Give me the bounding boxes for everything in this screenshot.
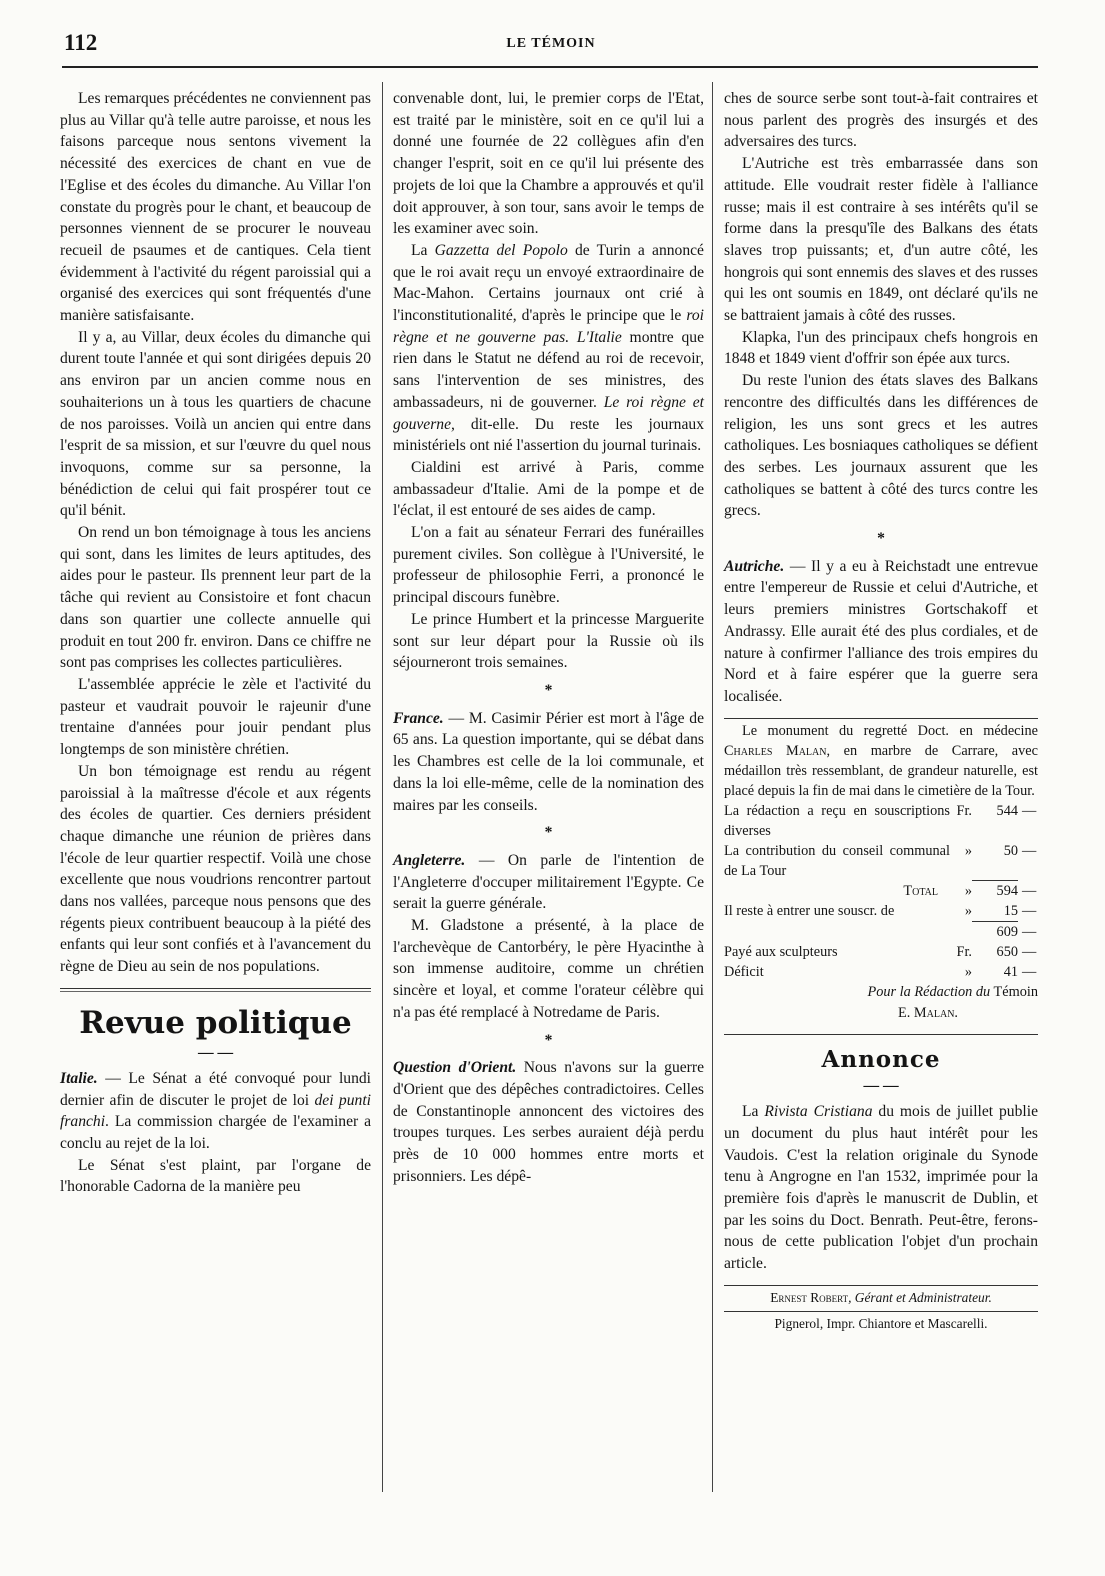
paragraph: L'on a fait au sénateur Ferrari des funérailles purement civiles. Son collègue à l'Université, le professeur de philosophie Ferri, a prononcé le principal discours funèbre. — [393, 524, 704, 607]
separator-star: * — [544, 681, 553, 699]
title-dash: — — — [197, 1043, 234, 1061]
annonce-title: Annonce — [821, 1046, 941, 1074]
header-rule — [62, 66, 1038, 68]
running-title: LE TÉMOIN — [506, 36, 596, 51]
paragraph: Le Sénat s'est plaint, par l'organe de l'honorable Cadorna de la manière peu — [60, 1156, 371, 1196]
column-divider-2 — [712, 82, 713, 1492]
keyword-angleterre: Angleterre. — [393, 851, 466, 869]
column-divider-1 — [382, 82, 383, 1492]
paragraph: Les remarques précédentes ne conviennent pas plus au Villar qu'à telle autre paroisse, et nous les faisons parceque nous sentons vivement la nécessité des exercices de chant en vue de l'Eglise et des écoles du dimanche. Au Villar l'on constate du progrès pour le chant, et beaucoup de personnes viennent de se procurer le nouveau recueil de psaumes et de cantiques. Cela tient évidemment à l'activité du régent paroissial qui a organisé des exercices qui sont fréquentés d'une manière satisfaisante. — [60, 90, 371, 325]
news-autriche: Autriche. — Il y a eu à Reichstadt une entrevue entre l'empereur de Russie et celui d'Autriche, et leurs premiers ministres Gortschakoff et Andrassy. Elle aurait été des plus cordiales, et de nature à confirmer l'alliance des trois empires du Nord et à faire espérer que la guerre sera localisée. — [724, 557, 1038, 705]
news-france: France. — M. Casimir Périer est mort à l'âge de 65 ans. La question importante, qui se débat dans les Chambres est celle de la loi communale, et dans la loi elle-même, celle de la nomination des maires par les conseils. — [393, 709, 704, 814]
table-row: La contribution du conseil communal de La Tour » 50 — — [724, 842, 1037, 879]
paragraph: Cialdini est arrivé à Paris, comme ambassadeur d'Italie. Ami de la pompe et de l'éclat, il est entouré de ses aides de camp. — [393, 458, 704, 520]
section-rule — [724, 1034, 1038, 1035]
paragraph: La Gazzetta del Popolo de Turin a annoncé que le roi avait reçu un envoyé extraordinaire de Mac-Mahon. Certains journaux ont crié à l'inconstitutionalité, d'après le principe que le roi règne et ne gouverne pas. L'Italie montre que rien dans le Statut ne défend au roi de recevoir, sans l'intervention de ses ministres, des ambassadeurs, ni de gouverner. Le roi règne et gouverne, dit-elle. Du reste les journaux ministériels ont nié l'assertion du journal turinais. — [393, 241, 705, 455]
section-rule — [60, 991, 371, 992]
paragraph: ches de source serbe sont tout-à-fait contraires et nous parlent des progrès des insurgés et des adversaires des turcs. — [724, 90, 1038, 151]
keyword-france: France. — [393, 709, 444, 727]
paragraph: Le prince Humbert et la princesse Marguerite sont sur leur départ pour la Russie où ils séjourneront trois semaines. — [393, 610, 704, 672]
separator-star: * — [877, 530, 885, 548]
monument-notice — [724, 721, 1038, 1025]
table-row: Il reste à entrer une souscr. de » 15 — — [724, 903, 1037, 920]
footer-rule — [724, 1285, 1038, 1286]
paragraph: Klapka, l'un des principaux chefs hongrois en 1848 et 1849 vient d'offrir son épée aux turcs. — [724, 328, 1038, 368]
paragraph: convenable dont, lui, le premier corps de l'Etat, est traité par le ministère, soit en ce qu'il lui a donné une fournée de 22 collègues afin d'en changer l'esprit, soit en ce qu'il lui présente des projets de loi que la Chambre a approuvés et qu'il doit approuver, à son tour, sans avoir le temps de les examiner avec soin. — [393, 90, 704, 238]
table-row: 609 — — [724, 922, 1038, 943]
signature-name: E. Malan. — [898, 1005, 958, 1022]
column-1 — [60, 88, 371, 1198]
keyword-autriche: Autriche. — [724, 557, 785, 575]
section-rule — [724, 718, 1038, 719]
footer-rule — [724, 1311, 1038, 1312]
footer-manager: Ernest Robert, Gérant et Administrateur. — [770, 1289, 992, 1305]
table-row: La rédaction a reçu en souscriptions diverses Fr. 544 — — [724, 802, 1037, 839]
paragraph: Du reste l'union des états slaves des Balkans rencontre des difficultés dans les différences de religion, les uns sont grecs et les autres catholiques. Les bosniaques catholiques se défient des serbes. Les journaux assurent que les catholiques se battent à côté des turcs contre les grecs. — [724, 372, 1038, 520]
paragraph: L'assemblée apprécie le zèle et l'activité du pasteur et vaudrait pouvoir le rajeunir d'une trentaine d'années pour jouir pendant plus longtemps de son ministère chrétien. — [60, 675, 371, 759]
section-title: Revue politique — [79, 1004, 352, 1041]
paragraph: L'Autriche est très embarrassée dans son attitude. Elle voudrait rester fidèle à l'alliance russe; mais il est contraire à ses intérêts qu'il se forme dans la presqu'île des Balkans des états slaves trop puissants; et, d'un autre côté, les hongrois qui sont ennemis des slaves et des russes qui les ont soumis en 1849, ont déclaré qu'ils ne se battraient jamais à côté des russes. — [724, 155, 1038, 325]
column-3 — [724, 88, 1038, 1333]
footer-printer: Pignerol, Impr. Chiantore et Mascarelli. — [774, 1315, 988, 1331]
monument-paragraph: Le monument du regretté Doct. en médecine Charles Malan, en marbre de Carrare, avec médaillon très ressemblant, de grandeur naturelle, est placé depuis la fin de mai dans le cimetière de la Tour. — [724, 722, 1038, 799]
paragraph: M. Gladstone a présenté, à la place de l'archevèque de Cantorbéry, le père Hyacinthe à son immense auditoire, comme un chrétien sincère et loyal, et comme l'orateur célèbre qui n'a pas été remplacé à Notredame de Paris. — [393, 917, 704, 1021]
table-row: Total » 594 — — [903, 882, 1037, 900]
page-number: 112 — [64, 30, 98, 55]
subscription-table — [724, 801, 1038, 983]
page-header — [64, 30, 1038, 60]
paragraph: Un bon témoignage est rendu au régent paroissial à la maîtresse d'école et aux régents des écoles de quartier. Ces derniers président chaque dimanche une réunion de prières dans l'école de leur quartier respectif. Voilà une chose excellente que nous voudrions rencontrer partout dans nos vallées, parceque nous pensons que des régents pieux contribuent beaucoup à la piété des enfants qui leur sont confiés et à l'avancement du règne de Dieu au sein de nos populations. — [60, 762, 371, 976]
news-orient: Question d'Orient. Nous n'avons sur la guerre d'Orient que des dépêches contradictoires. Celles de Constantinople annoncent des victoires des troupes turques. Les serbes auraient déjà perdu près de 10 000 hommes entre morts et prisonniers. Les dépê- — [393, 1059, 704, 1185]
paragraph: Il y a, au Villar, deux écoles du dimanche qui durent toute l'année et qui sont dirigées depuis 20 ans environ par un ancien comme nous en souhaiterions un à tous les quartiers de chacune de nos paroisses. Voilà un ancien qui entre dans l'esprit de sa mission, et sur l'œuvre du quel nous invoquons, comme sur sa personne, la bénédiction de celui qui fait prospérer tout ce qu'il bénit. — [60, 328, 371, 520]
news-italie: Italie. — Le Sénat a été convoqué pour lundi dernier afin de discuter le projet de loi dei punti franchi. La commission chargée de l'examiner a conclu au rejet de la loi. — [60, 1069, 371, 1152]
table-row: Déficit » 41 — — [724, 964, 1037, 981]
news-angleterre: Angleterre. — On parle de l'intention de l'Angleterre d'occuper militairement l'Egypte. Ce serait la guerre générale. — [393, 851, 704, 913]
keyword-italie: Italie. — [60, 1069, 98, 1087]
annonce-paragraph: La Rivista Cristiana du mois de juillet publie un document du plus haut intérêt pour les Vaudois. C'est la relation originale du Synode tenu à Angrogne en l'an 1532, imprimée pour la première fois d'après le manuscrit de Dublin, et par les soins du Doct. Benrath. Peut-être, ferons-nous de cette publication l'objet d'un prochain article. — [724, 1103, 1038, 1273]
separator-star: * — [544, 1031, 553, 1049]
signature-line: Pour la Rédaction du Témoin — [867, 984, 1038, 1001]
title-dash: — — — [863, 1077, 899, 1095]
table-row: Payé aux sculpteurs Fr. 650 — — [724, 944, 1037, 961]
separator-star: * — [544, 824, 553, 842]
column-2 — [393, 88, 704, 1187]
keyword-orient: Question d'Orient. — [393, 1059, 517, 1077]
section-rule — [60, 988, 371, 989]
paragraph: On rend un bon témoignage à tous les anciens qui sont, dans les limites de leurs aptitudes, des aides pour le pasteur. Ils prennent leur part de la tâche qui revient au Consistoire et font chacun dans son quartier une collecte annuelle qui produit en tout 200 fr. environ. Dans ce chiffre ne sont pas comprises les collectes particulières. — [60, 524, 371, 672]
